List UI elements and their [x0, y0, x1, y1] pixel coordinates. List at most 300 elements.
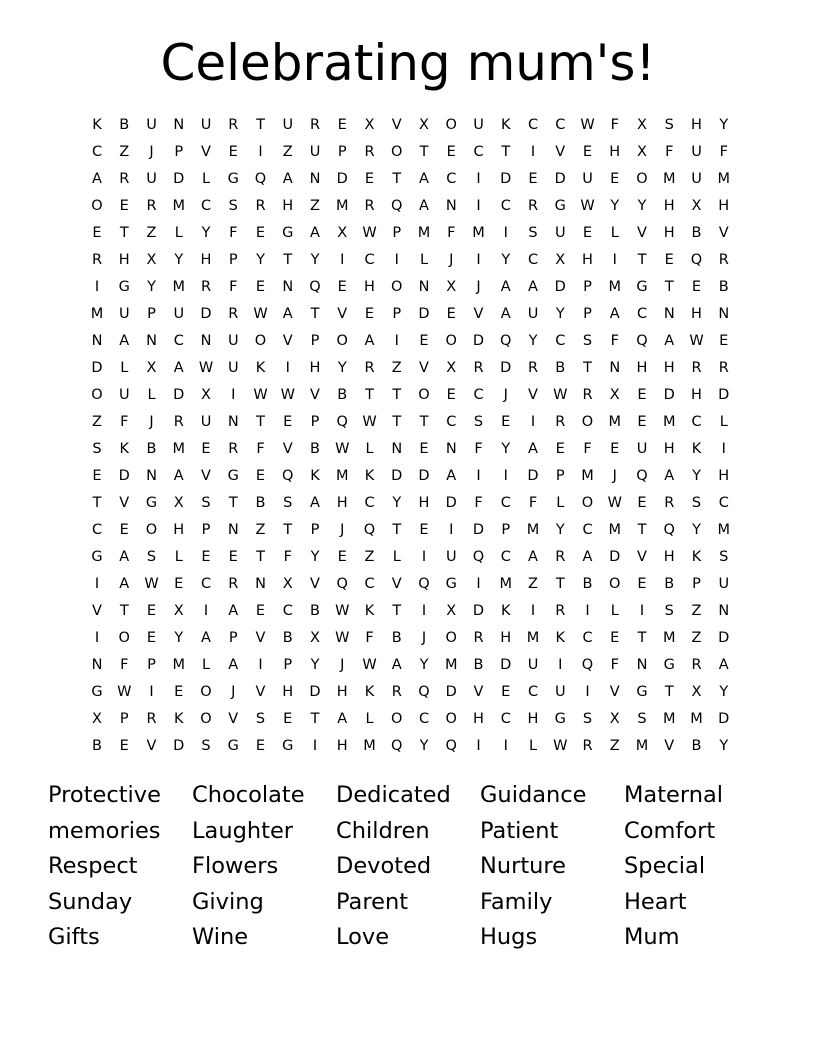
grid-letter: H [336, 684, 348, 700]
grid-letter: D [500, 171, 512, 187]
grid-letter: N [418, 279, 430, 295]
grid-letter: A [500, 279, 511, 295]
word-list-item: Comfort [624, 817, 716, 844]
grid-letter: R [255, 198, 266, 214]
grid-letter: E [637, 414, 647, 430]
grid-letter: R [228, 306, 239, 322]
grid-letter: P [310, 522, 320, 538]
grid-letter: V [310, 576, 320, 592]
grid-letter: C [473, 144, 484, 160]
grid-letter: E [255, 468, 266, 484]
grid-letter: F [229, 279, 238, 295]
grid-letter: L [719, 414, 728, 430]
grid-letter: M [635, 738, 649, 754]
word-column [48, 778, 192, 956]
grid-letter: E [637, 387, 647, 403]
grid-letter: U [527, 306, 539, 322]
grid-letter: U [146, 117, 157, 133]
word-list-item: Heart [624, 888, 687, 915]
grid-letter: Y [337, 360, 347, 376]
grid-letter: O [445, 630, 457, 646]
grid-letter: E [610, 441, 620, 457]
grid-letter: P [392, 225, 402, 241]
grid-letter: P [228, 630, 238, 646]
grid-letter: V [637, 225, 647, 241]
grid-letter: E [255, 279, 266, 295]
grid-letter: E [582, 144, 593, 160]
grid-letter: E [174, 576, 184, 592]
grid-letter: P [555, 468, 565, 484]
grid-letter: A [228, 603, 239, 619]
grid-letter: A [582, 549, 593, 565]
grid-letter: Y [419, 657, 429, 673]
grid-letter: P [201, 522, 211, 538]
grid-letter: F [719, 144, 728, 160]
grid-letter: Q [336, 576, 348, 592]
grid-letter: Z [691, 630, 702, 646]
grid-letter: H [691, 387, 702, 403]
grid-letter: G [227, 738, 239, 754]
grid-letter: Y [174, 252, 184, 268]
word-list-item: Family [480, 888, 553, 915]
grid-letter: I [94, 279, 100, 295]
grid-letter: T [501, 144, 511, 160]
grid-letter: S [664, 603, 674, 619]
grid-letter: V [473, 306, 484, 322]
grid-letter: W [335, 603, 350, 619]
word-column [480, 778, 624, 956]
word-list-item: Giving [192, 888, 264, 915]
grid-letter: O [445, 711, 457, 727]
grid-letter: E [337, 279, 347, 295]
grid-letter: M [581, 468, 594, 484]
grid-letter: O [391, 144, 403, 160]
grid-letter: P [692, 576, 701, 592]
grid-letter: E [610, 171, 620, 187]
grid-letter: B [255, 495, 266, 511]
grid-letter: U [282, 117, 294, 133]
grid-letter: J [449, 252, 454, 268]
grid-letter: C [282, 603, 293, 619]
grid-letter: G [282, 225, 294, 241]
grid-letter: P [501, 522, 511, 538]
grid-letter: C [500, 549, 511, 565]
grid-letter: N [609, 360, 621, 376]
grid-letter: X [691, 198, 702, 214]
grid-letter: V [282, 333, 293, 349]
grid-letter: E [174, 684, 184, 700]
grid-letter: K [310, 468, 320, 484]
grid-letter: B [391, 630, 402, 646]
grid-row [84, 166, 738, 193]
grid-letter: E [228, 144, 238, 160]
grid-letter: O [581, 495, 594, 511]
grid-letter: D [173, 387, 185, 403]
grid-letter: H [691, 306, 702, 322]
grid-letter: G [118, 279, 130, 295]
word-list-item: Respect [48, 853, 138, 880]
grid-letter: F [256, 441, 265, 457]
grid-letter: W [580, 198, 595, 214]
grid-letter: N [91, 657, 103, 673]
grid-letter: A [364, 333, 375, 349]
grid-letter: P [583, 279, 592, 295]
grid-letter: I [476, 171, 481, 187]
grid-letter: R [309, 117, 321, 133]
grid-letter: Y [392, 495, 402, 511]
grid-letter: U [200, 117, 212, 133]
grid-letter: F [474, 495, 483, 511]
grid-letter: F [474, 441, 483, 457]
grid-letter: C [200, 198, 212, 214]
grid-letter: W [553, 738, 568, 754]
grid-letter: R [527, 198, 539, 214]
grid-letter: Z [691, 603, 702, 619]
grid-letter: T [419, 414, 429, 430]
grid-letter: O [118, 630, 130, 646]
grid-letter: W [553, 387, 568, 403]
grid-letter: M [172, 441, 185, 457]
grid-letter: U [554, 225, 566, 241]
grid-letter: Y [419, 738, 429, 754]
grid-letter: N [718, 603, 730, 619]
grid-letter: M [608, 414, 621, 430]
grid-letter: S [582, 333, 593, 349]
grid-letter: C [691, 414, 702, 430]
grid-letter: F [610, 117, 619, 133]
grid-letter: T [365, 387, 374, 403]
grid-letter: A [310, 225, 320, 241]
grid-letter: D [472, 603, 485, 619]
grid-letter: N [636, 657, 648, 673]
grid-letter: H [336, 738, 348, 754]
grid-letter: R [364, 144, 375, 160]
grid-letter: Q [472, 549, 485, 565]
grid-letter: T [637, 630, 647, 646]
grid-letter: X [609, 711, 620, 727]
grid-letter: D [445, 495, 457, 511]
grid-letter: E [446, 306, 456, 322]
grid-letter: B [310, 603, 320, 619]
grid-letter: I [476, 468, 481, 484]
grid-letter: T [555, 576, 565, 592]
grid-letter: Y [555, 522, 565, 538]
grid-letter: L [201, 657, 211, 673]
grid-letter: L [174, 549, 183, 565]
grid-letter: V [609, 684, 620, 700]
grid-letter: I [558, 657, 563, 673]
grid-letter: V [337, 306, 348, 322]
grid-letter: Y [610, 198, 620, 214]
grid-letter: I [476, 198, 481, 214]
grid-letter: E [255, 603, 266, 619]
grid-letter: B [691, 738, 702, 754]
grid-letter: L [556, 495, 565, 511]
grid-letter: V [201, 468, 211, 484]
grid-letter: O [200, 684, 212, 700]
grid-letter: E [364, 306, 375, 322]
grid-letter: T [283, 522, 293, 538]
grid-letter: W [253, 387, 268, 403]
grid-letter: P [310, 333, 320, 349]
grid-letter: A [528, 549, 538, 565]
grid-letter: F [229, 225, 238, 241]
grid-letter: L [419, 252, 429, 268]
grid-letter: M [417, 225, 431, 241]
grid-letter: J [421, 630, 427, 646]
grid-letter: M [608, 279, 621, 295]
grid-letter: T [637, 522, 647, 538]
grid-letter: R [555, 549, 566, 565]
grid-letter: B [119, 117, 130, 133]
grid-letter: L [365, 441, 374, 457]
grid-letter: S [582, 711, 593, 727]
grid-letter: T [392, 171, 402, 187]
grid-letter: L [174, 225, 183, 241]
grid-letter: N [391, 441, 403, 457]
grid-letter: O [391, 279, 403, 295]
grid-letter: A [201, 630, 211, 646]
grid-letter: Q [363, 522, 376, 538]
grid-row [84, 706, 738, 733]
grid-letter: D [91, 360, 103, 376]
grid-letter: I [476, 252, 481, 268]
grid-letter: I [476, 576, 481, 592]
grid-letter: F [610, 657, 619, 673]
grid-letter: I [503, 468, 508, 484]
grid-letter: L [147, 387, 156, 403]
grid-letter: L [201, 171, 211, 187]
grid-letter: Q [663, 522, 675, 538]
grid-letter: Y [692, 522, 701, 538]
grid-letter: J [612, 468, 617, 484]
grid-letter: E [337, 549, 347, 565]
grid-letter: C [500, 711, 511, 727]
grid-letter: E [582, 225, 593, 241]
grid-letter: I [394, 252, 399, 268]
grid-letter: P [583, 306, 592, 322]
grid-letter: D [500, 360, 512, 376]
grid-letter: E [637, 576, 647, 592]
grid-letter: E [283, 711, 293, 727]
grid-letter: R [527, 360, 539, 376]
grid-letter: W [580, 117, 595, 133]
grid-letter: O [445, 333, 457, 349]
grid-letter: H [282, 684, 294, 700]
grid-letter: F [120, 657, 129, 673]
grid-row [84, 193, 738, 220]
grid-letter: Y [528, 333, 538, 349]
grid-letter: T [310, 306, 320, 322]
grid-letter: Y [310, 252, 320, 268]
grid-letter: X [419, 117, 429, 133]
grid-letter: V [637, 549, 647, 565]
grid-letter: A [282, 306, 293, 322]
grid-letter: L [528, 738, 538, 754]
grid-letter: C [364, 252, 375, 268]
word-list [48, 778, 788, 958]
grid-letter: C [582, 630, 593, 646]
grid-row [84, 436, 738, 463]
word-list-item: Patient [480, 817, 559, 844]
grid-letter: Y [637, 198, 647, 214]
grid-letter: U [309, 144, 321, 160]
grid-letter: G [636, 684, 648, 700]
grid-letter: T [283, 252, 293, 268]
grid-letter: H [500, 630, 512, 646]
grid-letter: E [283, 414, 293, 430]
grid-letter: I [394, 333, 399, 349]
letter-grid [84, 112, 738, 760]
grid-letter: T [419, 144, 429, 160]
grid-letter: P [174, 144, 184, 160]
grid-letter: Q [636, 333, 648, 349]
grid-letter: H [663, 198, 675, 214]
word-list-item: memories [48, 817, 161, 844]
grid-row [84, 598, 738, 625]
grid-letter: E [228, 549, 238, 565]
grid-letter: Q [418, 576, 430, 592]
grid-letter: K [364, 468, 375, 484]
grid-letter: P [337, 144, 347, 160]
grid-letter: U [227, 360, 239, 376]
grid-letter: M [90, 306, 104, 322]
grid-letter: I [476, 738, 481, 754]
grid-row [84, 733, 738, 760]
grid-letter: B [146, 441, 157, 457]
grid-letter: V [473, 684, 484, 700]
grid-letter: U [445, 549, 457, 565]
grid-letter: J [476, 279, 481, 295]
grid-letter: O [336, 333, 348, 349]
grid-letter: Q [282, 468, 294, 484]
grid-letter: X [446, 360, 457, 376]
grid-letter: H [282, 198, 294, 214]
grid-letter: N [282, 279, 294, 295]
grid-letter: D [173, 171, 185, 187]
grid-row [84, 544, 738, 571]
grid-letter: I [258, 144, 263, 160]
grid-letter: M [172, 198, 185, 214]
grid-letter: F [583, 441, 592, 457]
grid-letter: A [528, 279, 538, 295]
grid-letter: O [254, 333, 267, 349]
grid-letter: L [365, 711, 374, 727]
grid-letter: A [609, 306, 620, 322]
grid-letter: C [91, 522, 103, 538]
grid-letter: I [503, 738, 508, 754]
grid-letter: Z [364, 549, 375, 565]
grid-letter: E [92, 468, 102, 484]
grid-letter: N [255, 576, 266, 592]
grid-letter: E [255, 225, 266, 241]
grid-letter: Y [692, 468, 701, 484]
word-list-item: Laughter [192, 817, 294, 844]
grid-letter: I [94, 576, 100, 592]
grid-letter: D [418, 306, 430, 322]
grid-letter: K [255, 360, 266, 376]
grid-letter: R [228, 576, 239, 592]
grid-letter: R [146, 198, 157, 214]
grid-letter: U [118, 387, 130, 403]
grid-letter: I [231, 387, 236, 403]
grid-letter: A [228, 657, 239, 673]
grid-letter: C [418, 711, 430, 727]
grid-letter: C [636, 306, 648, 322]
grid-letter: E [119, 198, 129, 214]
grid-letter: B [555, 360, 566, 376]
grid-letter: T [392, 603, 402, 619]
grid-letter: O [609, 576, 621, 592]
grid-letter: T [392, 414, 402, 430]
grid-letter: P [119, 711, 129, 727]
grid-letter: R [119, 171, 130, 187]
grid-letter: V [146, 738, 157, 754]
grid-letter: C [364, 576, 375, 592]
grid-letter: A [528, 441, 538, 457]
grid-row [84, 652, 738, 679]
grid-letter: N [91, 333, 103, 349]
grid-letter: O [636, 171, 648, 187]
grid-letter: G [227, 171, 239, 187]
grid-letter: W [335, 441, 350, 457]
word-list-item: Gifts [48, 924, 100, 951]
grid-letter: S [664, 117, 674, 133]
grid-letter: B [282, 630, 293, 646]
grid-letter: T [119, 603, 129, 619]
grid-letter: F [120, 414, 129, 430]
grid-letter: S [691, 495, 702, 511]
grid-letter: X [173, 603, 184, 619]
grid-letter: D [663, 387, 675, 403]
grid-letter: E [446, 144, 456, 160]
grid-letter: P [147, 657, 156, 673]
grid-letter: M [608, 522, 621, 538]
grid-letter: I [149, 684, 154, 700]
grid-letter: Z [119, 144, 130, 160]
grid-letter: K [691, 441, 702, 457]
grid-letter: V [664, 738, 675, 754]
grid-letter: A [119, 333, 130, 349]
grid-letter: M [526, 522, 540, 538]
grid-letter: G [636, 279, 648, 295]
grid-letter: C [200, 576, 212, 592]
grid-letter: S [637, 711, 647, 727]
grid-letter: T [664, 684, 674, 700]
grid-letter: T [392, 522, 402, 538]
grid-letter: E [201, 549, 211, 565]
grid-letter: S [283, 495, 293, 511]
grid-letter: S [92, 441, 102, 457]
grid-letter: Y [719, 738, 729, 754]
grid-letter: H [663, 549, 675, 565]
grid-letter: W [280, 387, 295, 403]
grid-letter: H [663, 441, 675, 457]
grid-letter: R [582, 738, 593, 754]
grid-letter: D [336, 171, 348, 187]
grid-letter: X [201, 387, 211, 403]
grid-letter: M [662, 630, 676, 646]
grid-letter: V [92, 603, 102, 619]
grid-letter: V [228, 711, 239, 727]
grid-letter: D [527, 468, 539, 484]
grid-row [84, 490, 738, 517]
grid-letter: L [610, 225, 619, 241]
grid-letter: K [555, 630, 565, 646]
grid-letter: N [227, 522, 239, 538]
grid-letter: O [445, 117, 457, 133]
grid-letter: F [365, 630, 374, 646]
